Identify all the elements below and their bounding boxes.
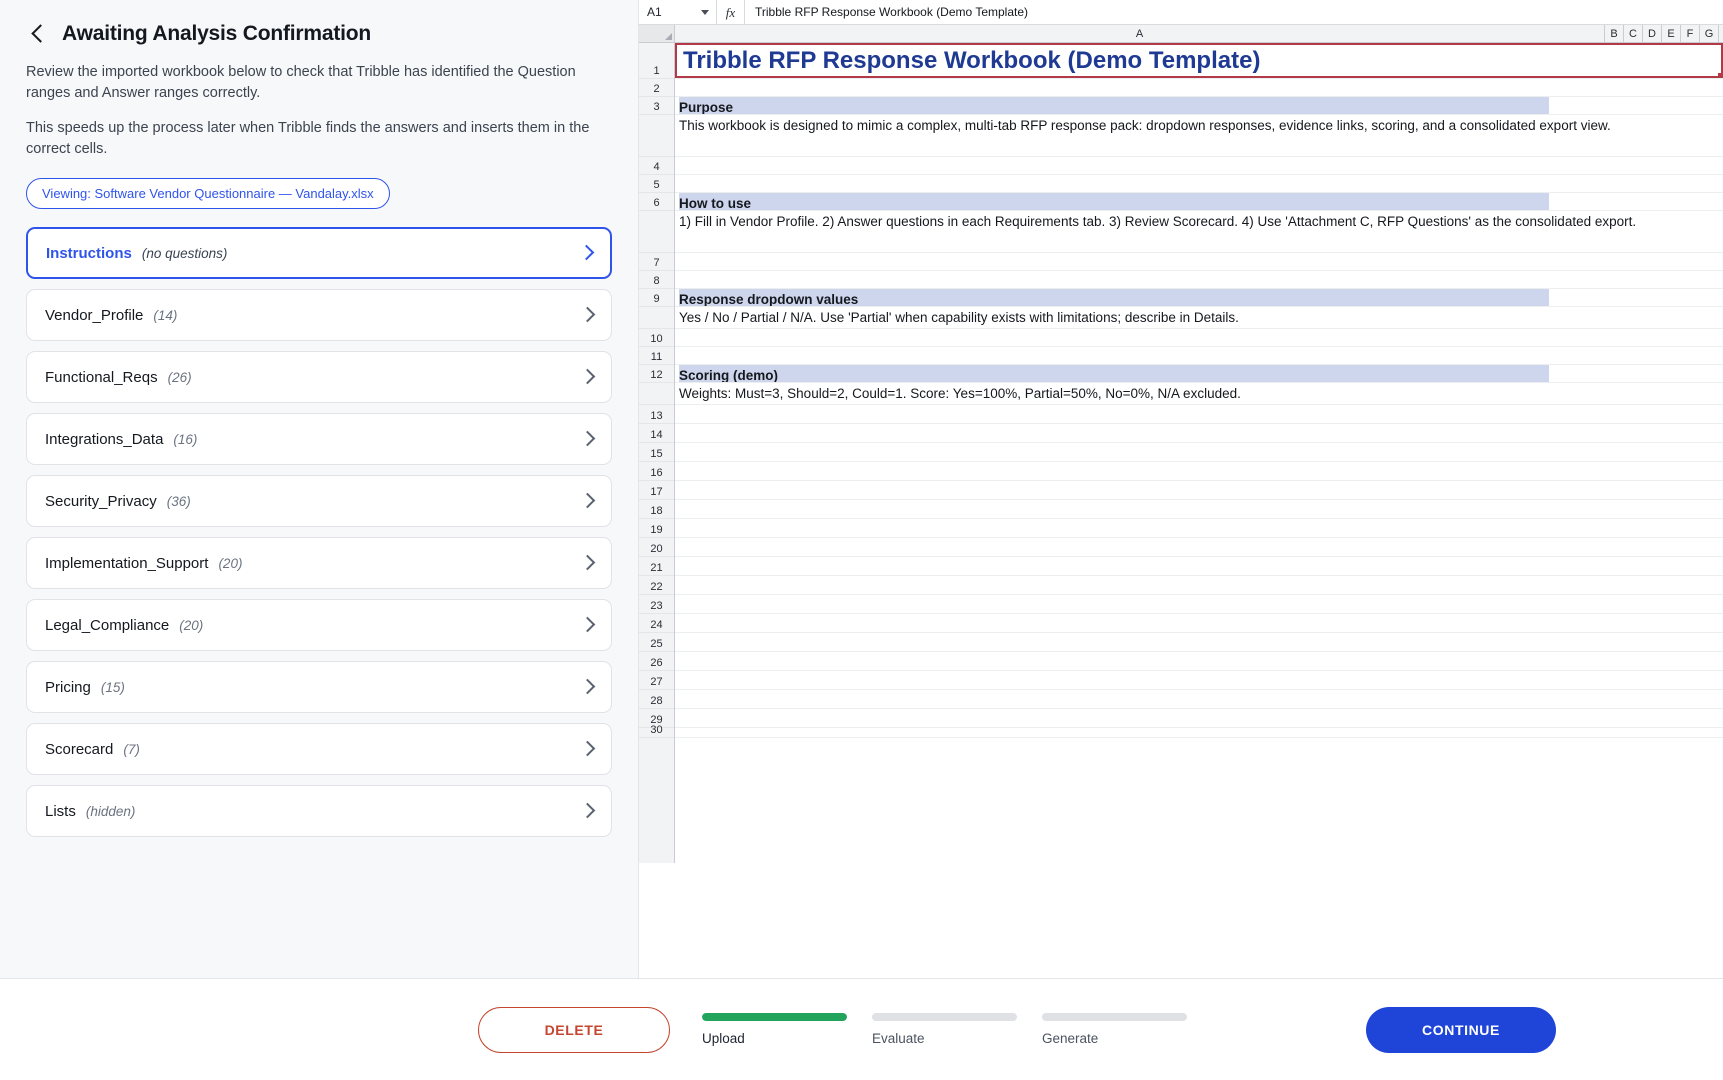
name-box-value: A1 bbox=[647, 5, 662, 19]
column-headers bbox=[639, 25, 1723, 43]
column-header-b[interactable]: B bbox=[1605, 25, 1624, 42]
name-box[interactable] bbox=[639, 0, 717, 25]
formula-input[interactable]: Tribble RFP Response Workbook (Demo Template) bbox=[755, 5, 1028, 19]
sheet-question-count: (26) bbox=[167, 369, 192, 385]
cell-area[interactable] bbox=[675, 43, 1723, 863]
sheet-name: Lists bbox=[45, 802, 76, 820]
row-header[interactable]: 21 bbox=[639, 557, 674, 576]
sheet-question-count: (no questions) bbox=[141, 245, 228, 261]
cell[interactable] bbox=[675, 347, 1723, 365]
sheet-item-instructions[interactable] bbox=[26, 227, 612, 279]
cell[interactable] bbox=[675, 405, 1723, 424]
row-header[interactable]: 30 bbox=[639, 728, 674, 738]
cell[interactable] bbox=[675, 115, 1723, 157]
cell[interactable] bbox=[675, 443, 1723, 462]
sheet-question-count: (20) bbox=[218, 555, 243, 571]
selected-cell[interactable]: Tribble RFP Response Workbook (Demo Template) bbox=[675, 43, 1723, 78]
step-generate bbox=[1042, 1013, 1187, 1046]
cell[interactable] bbox=[675, 538, 1723, 557]
sheet-name: Scorecard bbox=[45, 740, 114, 758]
function-icon[interactable]: fx bbox=[717, 0, 745, 25]
grid bbox=[639, 43, 1723, 863]
cell[interactable] bbox=[675, 557, 1723, 576]
column-header-e[interactable]: E bbox=[1662, 25, 1681, 42]
sheet-name: Vendor_Profile bbox=[45, 306, 144, 324]
cell[interactable] bbox=[675, 500, 1723, 519]
row-header[interactable]: 26 bbox=[639, 652, 674, 671]
row-header[interactable]: 12 bbox=[639, 365, 674, 383]
cell[interactable] bbox=[675, 690, 1723, 709]
row-header[interactable]: 25 bbox=[639, 633, 674, 652]
cell[interactable] bbox=[675, 271, 1723, 289]
delete-button[interactable]: DELETE bbox=[478, 1007, 670, 1053]
chevron-down-icon[interactable] bbox=[701, 10, 709, 15]
step-upload-bar bbox=[702, 1013, 847, 1021]
chevron-right-icon bbox=[579, 245, 595, 261]
sheet-question-count: (16) bbox=[173, 431, 198, 447]
sheet-name: Implementation_Support bbox=[45, 554, 209, 572]
sheet-question-count: (36) bbox=[166, 493, 191, 509]
row-header[interactable] bbox=[639, 383, 674, 405]
cell[interactable] bbox=[675, 211, 1723, 253]
sheet-item-integrations-data[interactable] bbox=[26, 413, 612, 465]
chevron-right-icon bbox=[580, 741, 596, 757]
sheet-name: Functional_Reqs bbox=[45, 368, 158, 386]
row-header[interactable]: 4 bbox=[639, 157, 674, 175]
row-header[interactable]: 9 bbox=[639, 289, 674, 307]
cell[interactable] bbox=[675, 307, 1723, 329]
chevron-right-icon bbox=[580, 493, 596, 509]
row-header[interactable]: 10 bbox=[639, 329, 674, 347]
cell[interactable] bbox=[675, 728, 1723, 738]
row-header[interactable]: 19 bbox=[639, 519, 674, 538]
row-header[interactable]: 2 bbox=[639, 79, 674, 97]
row-header[interactable]: 29 bbox=[639, 709, 674, 728]
analysis-confirmation-panel bbox=[0, 0, 639, 978]
description-paragraph-1: Review the imported workbook below to check that Tribble has identified the Question ranges and Answer ranges correctly. bbox=[26, 64, 576, 101]
panel-header bbox=[26, 22, 612, 46]
sheet-item-implementation-support[interactable] bbox=[26, 537, 612, 589]
row-header[interactable] bbox=[639, 211, 674, 253]
section-header-cell[interactable]: Response dropdown values bbox=[679, 289, 1549, 307]
cell[interactable] bbox=[675, 519, 1723, 538]
cell-text: 1) Fill in Vendor Profile. 2) Answer questions in each Requirements tab. 3) Review Scorecard. 4) Use 'Attachment C, RFP Questions' as the consolidated export. bbox=[679, 214, 1637, 229]
chevron-right-icon bbox=[580, 369, 596, 385]
description-paragraph-2: This speeds up the process later when Tribble finds the answers and inserts them in the correct cells. bbox=[26, 120, 590, 157]
cell-text: Weights: Must=3, Should=2, Could=1. Score: Yes=100%, Partial=50%, No=0%, N/A excluded. bbox=[679, 386, 1241, 401]
row-header[interactable] bbox=[639, 115, 674, 157]
cell[interactable] bbox=[675, 253, 1723, 271]
sheet-name: Pricing bbox=[45, 678, 91, 696]
sheet-item-scorecard[interactable] bbox=[26, 723, 612, 775]
row-header[interactable]: 6 bbox=[639, 193, 674, 211]
cell-text: This workbook is designed to mimic a complex, multi-tab RFP response pack: dropdown responses, evidence links, scoring, and a consolidated export view. bbox=[679, 118, 1611, 133]
cell[interactable] bbox=[675, 193, 1723, 211]
cell[interactable] bbox=[675, 365, 1723, 383]
row-header[interactable]: 8 bbox=[639, 271, 674, 289]
row-header[interactable]: 17 bbox=[639, 481, 674, 500]
row-header[interactable]: 28 bbox=[639, 690, 674, 709]
step-evaluate-label: Evaluate bbox=[872, 1031, 925, 1046]
row-header[interactable]: 24 bbox=[639, 614, 674, 633]
row-header[interactable]: 5 bbox=[639, 175, 674, 193]
cell[interactable] bbox=[675, 175, 1723, 193]
row-header[interactable]: 20 bbox=[639, 538, 674, 557]
row-header[interactable]: 3 bbox=[639, 97, 674, 115]
row-header[interactable] bbox=[639, 307, 674, 329]
step-evaluate-bar bbox=[872, 1013, 1017, 1021]
cell[interactable] bbox=[675, 329, 1723, 347]
row-header[interactable]: 18 bbox=[639, 500, 674, 519]
sheet-name: Legal_Compliance bbox=[45, 616, 170, 634]
cell[interactable] bbox=[675, 481, 1723, 500]
sheet-name: Security_Privacy bbox=[45, 492, 157, 510]
column-header-a[interactable]: A bbox=[675, 25, 1605, 42]
chevron-right-icon bbox=[580, 803, 596, 819]
chevron-right-icon bbox=[580, 431, 596, 447]
footer-bar bbox=[0, 978, 1723, 1080]
spreadsheet-preview bbox=[639, 0, 1723, 978]
sheet-item-pricing[interactable] bbox=[26, 661, 612, 713]
step-upload bbox=[702, 1013, 847, 1046]
column-header-g[interactable]: G bbox=[1700, 25, 1719, 42]
step-generate-bar bbox=[1042, 1013, 1187, 1021]
section-header-cell[interactable]: How to use bbox=[679, 193, 1549, 211]
row-header[interactable]: 13 bbox=[639, 405, 674, 424]
sheet-question-count: (hidden) bbox=[85, 803, 136, 819]
sheet-item-legal-compliance[interactable] bbox=[26, 599, 612, 651]
sheet-item-security-privacy[interactable] bbox=[26, 475, 612, 527]
cell[interactable] bbox=[675, 97, 1723, 115]
continue-button[interactable]: CONTINUE bbox=[1366, 1007, 1556, 1053]
select-all-corner[interactable] bbox=[639, 25, 675, 42]
row-header[interactable]: 15 bbox=[639, 443, 674, 462]
cell[interactable] bbox=[675, 79, 1723, 97]
row-headers bbox=[639, 43, 675, 863]
cell[interactable] bbox=[675, 614, 1723, 633]
cell[interactable] bbox=[675, 424, 1723, 443]
row-header[interactable]: 7 bbox=[639, 253, 674, 271]
step-evaluate bbox=[872, 1013, 1017, 1046]
cell[interactable] bbox=[675, 43, 1723, 79]
row-header[interactable]: 27 bbox=[639, 671, 674, 690]
cell[interactable] bbox=[675, 709, 1723, 728]
column-header-f[interactable]: F bbox=[1681, 25, 1700, 42]
column-header-c[interactable]: C bbox=[1624, 25, 1643, 42]
row-header[interactable]: 1 bbox=[639, 43, 674, 79]
chevron-right-icon bbox=[580, 555, 596, 571]
sheet-question-count: (20) bbox=[179, 617, 204, 633]
page-title: Awaiting Analysis Confirmation bbox=[62, 22, 372, 45]
sheet-question-count: (7) bbox=[123, 741, 140, 757]
step-generate-label: Generate bbox=[1042, 1031, 1099, 1046]
cell[interactable] bbox=[675, 595, 1723, 614]
cell[interactable] bbox=[675, 157, 1723, 175]
chevron-left-icon[interactable] bbox=[26, 23, 48, 45]
sheet-item-lists[interactable] bbox=[26, 785, 612, 837]
sheet-name: Instructions bbox=[46, 244, 132, 262]
cell[interactable] bbox=[675, 462, 1723, 481]
cell[interactable] bbox=[675, 383, 1723, 405]
step-upload-label: Upload bbox=[702, 1031, 745, 1046]
progress-steps bbox=[702, 1013, 1187, 1046]
sheet-item-functional-reqs[interactable] bbox=[26, 351, 612, 403]
sheet-list bbox=[26, 227, 612, 837]
row-header[interactable]: 22 bbox=[639, 576, 674, 595]
sheet-name: Integrations_Data bbox=[45, 430, 164, 448]
row-header[interactable]: 11 bbox=[639, 347, 674, 365]
row-header[interactable]: 14 bbox=[639, 424, 674, 443]
chevron-right-icon bbox=[580, 307, 596, 323]
cell[interactable] bbox=[675, 652, 1723, 671]
chevron-right-icon bbox=[580, 617, 596, 633]
column-header-d[interactable]: D bbox=[1643, 25, 1662, 42]
cell[interactable] bbox=[675, 633, 1723, 652]
cell-text: Yes / No / Partial / N/A. Use 'Partial' when capability exists with limitations; describe in Details. bbox=[679, 310, 1239, 325]
sheet-item-vendor-profile[interactable] bbox=[26, 289, 612, 341]
row-header[interactable]: 16 bbox=[639, 462, 674, 481]
viewing-file-chip[interactable]: Viewing: Software Vendor Questionnaire — Vandalay.xlsx bbox=[26, 178, 390, 209]
row-header[interactable]: 23 bbox=[639, 595, 674, 614]
formula-bar bbox=[639, 0, 1723, 25]
cell[interactable] bbox=[675, 671, 1723, 690]
section-header-cell[interactable]: Purpose bbox=[679, 97, 1549, 115]
cell[interactable] bbox=[675, 289, 1723, 307]
chevron-right-icon bbox=[580, 679, 596, 695]
section-header-cell[interactable]: Scoring (demo) bbox=[679, 365, 1549, 383]
cell[interactable] bbox=[675, 576, 1723, 595]
sheet-question-count: (15) bbox=[100, 679, 125, 695]
sheet-question-count: (14) bbox=[153, 307, 178, 323]
